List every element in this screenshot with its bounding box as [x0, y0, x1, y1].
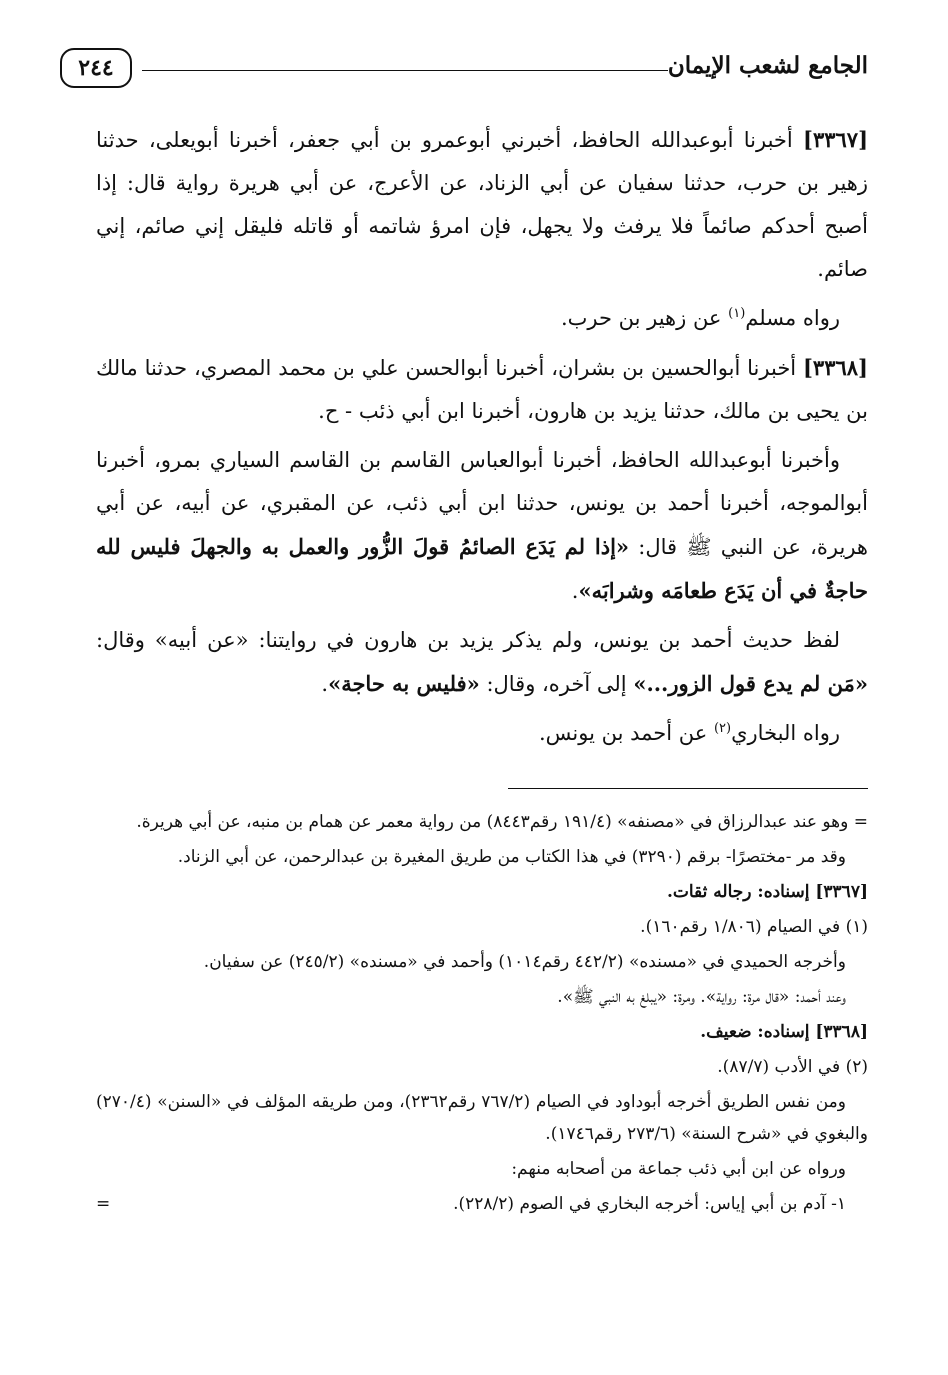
paragraph-chain [96, 439, 868, 613]
footnote-grading-3368 [96, 1016, 868, 1048]
continued-mark: = [96, 1194, 111, 1214]
text-run: عن زهير بن حرب. [560, 306, 729, 330]
page-header [60, 44, 868, 96]
text-run: . [321, 672, 329, 696]
hadith-quote: «إذا لم يَدَع الصائمُ قولَ الزُّور والعمل به والجهلَ فليس لله حاجةٌ في أن يَدَع طعامَه وشرابَه» [96, 534, 868, 603]
hadith-number: [٣٣٦٨] [802, 355, 868, 380]
footnote-text: ١- آدم بن أبي إياس: أخرجه البخاري في الصوم (٢٢٨/٢). [453, 1194, 846, 1214]
hadith-text: أخبرنا أبوالحسين بن بشران، أخبرنا أبوالحسن علي بن محمد المصري، حدثنا مالك بن يحيى بن مالك، حدثنا يزيد بن هارون، أخبرنا ابن أبي ذئب - ح. [96, 356, 868, 423]
paragraph-bukhari [96, 712, 868, 755]
footnotes [96, 806, 868, 1223]
footnote-ref-2[interactable]: (٢) [713, 721, 732, 736]
footnote-line: وقد مر -مختصرًا- برقم (٣٢٩٠) في هذا الكتاب من طريق المغيرة بن عبدالرحمن، عن أبي الزناد. [177, 847, 846, 867]
footnote-line: وأخرجه الحميدي في «مسنده» (٤٤٢/٢ رقم١٠١٤) وأحمد في «مسنده» (٢٤٥/٢) عن سفيان. [203, 952, 846, 972]
grading-text: إسناده: رجاله ثقات. [666, 882, 816, 902]
footnote-1: (١) في الصيام (١/٨٠٦ رقم١٦٠). [640, 917, 868, 937]
grading-text: إسناده: ضعيف. [700, 1022, 816, 1042]
footnote-ref-1[interactable]: (١) [728, 306, 746, 321]
paragraph-muslim [96, 297, 868, 340]
footnote-separator [508, 788, 868, 789]
footnote-line: ورواه عن ابن أبي ذئب جماعة من أصحابه منهم: [511, 1159, 846, 1179]
hadith-number: [٣٣٦٨] [815, 1022, 868, 1042]
footnote-line [96, 1188, 868, 1220]
text-run: وأخبرنا أبوعبدالله الحافظ، أخبرنا أبوالعباس القاسم بن القاسم السياري بمرو، أخبرنا أبوالموجه، أخبرنا أحمد بن يونس، حدثنا ابن أبي ذئب، عن المقبري، عن أبيه، عن أبي هريرة، عن النبي ﷺ قال: [96, 448, 868, 559]
text-run: عن أحمد بن يونس. [538, 721, 714, 745]
footnote-line: ومن نفس الطريق أخرجه أبوداود في الصيام (٧٦٧/٢ رقم٢٣٦٢)، ومن طريقه المؤلف في «السنن» (٢٧٠/٤) والبغوي في «شرح السنة» (٢٧٣/٦ رقم١٧٤٦). [96, 1092, 868, 1144]
footnote-line: = وهو عند عبدالرزاق في «مصنفه» (١٩١/٤ رقم٨٤٤٣) من رواية معمر عن همام بن منبه، عن أبي هريرة. [136, 812, 868, 832]
hadith-number: [٣٣٦٧] [803, 127, 868, 152]
footnote-line: وعند أحمد: «قال مرة: رواية». ومرة: «يبلغ به النبي ﷺ». [557, 987, 846, 1007]
paragraph-3367 [96, 118, 868, 291]
book-title: الجامع لشعب الإيمان [667, 52, 868, 79]
text-run: لفظ حديث أحمد بن يونس، ولم يذكر يزيد بن هارون في روايتنا: «عن أبيه» وقال: [96, 628, 840, 652]
page-number: ٢٤٤ [60, 48, 132, 88]
paragraph-3368 [96, 346, 868, 433]
footnote-2: (٢) في الأدب (٨٧/٧). [717, 1057, 868, 1077]
hadith-number: [٣٣٦٧] [815, 882, 868, 902]
footnote-grading-3367 [96, 876, 868, 908]
paragraph-wording [96, 619, 868, 706]
text-run: رواه مسلم [745, 306, 840, 330]
text-run: . [571, 579, 579, 603]
text-run: رواه البخاري [731, 721, 840, 745]
quote: «فليس به حاجة» [328, 671, 480, 696]
main-text [96, 118, 868, 761]
text-run: إلى آخره، وقال: [479, 672, 634, 696]
quote: «مَن لم يدع قول الزور...» [633, 671, 868, 696]
header-rule [142, 70, 668, 71]
hadith-text: أخبرنا أبوعبدالله الحافظ، أخبرني أبوعمرو بن أبي جعفر، أخبرنا أبويعلى، حدثنا زهير بن حرب، حدثنا سفيان عن أبي الزناد، عن الأعرج، عن أبي هريرة رواية قال: إذا أصبح أحدكم صائماً فلا يرفث ولا يجهل، فإن امرؤ شاتمه أو قاتله فليقل إني صائم، إني صائم. [96, 128, 869, 281]
